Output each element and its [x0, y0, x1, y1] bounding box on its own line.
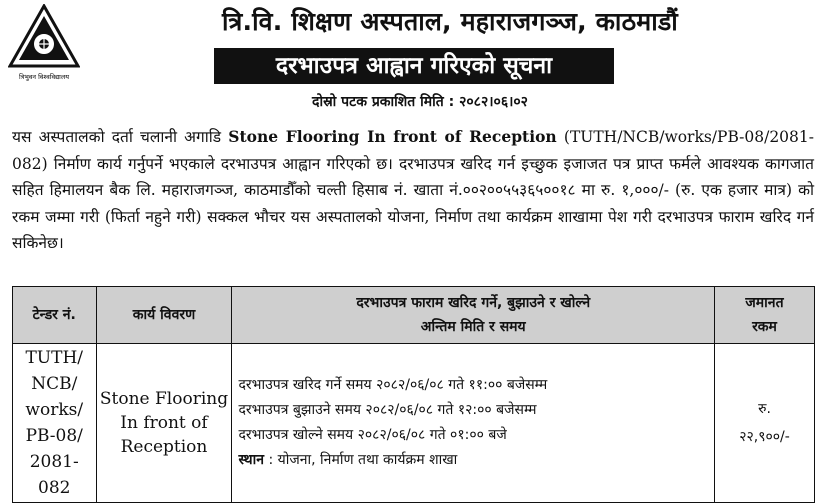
- tender-line: TUTH/: [25, 348, 84, 368]
- work-line: Stone Flooring: [99, 389, 229, 409]
- page-title: त्रि.वि. शिक्षण अस्पताल, महाराजगञ्ज, काठमाडौं: [222, 7, 678, 36]
- deposit-line1: रु.: [758, 401, 771, 417]
- tender-table: [12, 286, 815, 503]
- deposit-amount: २२,९००/-: [739, 429, 790, 445]
- schedule-cell: [232, 344, 715, 503]
- notice-banner: दरभाउपत्र आह्वान गरिएको सूचना: [214, 48, 614, 84]
- notice-paragraph: [12, 124, 814, 257]
- header-deposit-line2: रकम: [752, 319, 777, 335]
- work-line: Reception: [120, 437, 208, 457]
- schedule-purchase: दरभाउपत्र खरिद गर्ने समय २०८२/०६/०८ गते ११:०० बजेसम्म: [238, 377, 548, 393]
- work-line: In front of: [120, 413, 208, 433]
- tender-line: works/: [25, 400, 84, 420]
- location-value: : योजना, निर्माण तथा कार्यक्रम शाखा: [264, 452, 458, 468]
- header-deposit-line1: जमानत: [745, 295, 784, 311]
- tender-line: 2081-082: [29, 452, 79, 498]
- schedule-open: दरभाउपत्र खोल्ने समय २०८२/०६/०८ गते ०१:०० बजे: [238, 427, 507, 443]
- header-deposit: [715, 287, 815, 344]
- tender-line: NCB/: [31, 374, 78, 394]
- header-schedule-line2: अन्तिम मिति र समय: [420, 319, 526, 335]
- work-desc-cell: [96, 344, 232, 503]
- table-row: [13, 344, 815, 503]
- deposit-cell: [715, 344, 815, 503]
- published-date: दोस्रो पटक प्रकाशित मिति : २०८२।०६।०२: [312, 94, 528, 110]
- table-header-row: [13, 287, 815, 344]
- header-schedule: [232, 287, 715, 344]
- schedule-submit: दरभाउपत्र बुझाउने समय २०८२/०६/०८ गते १२:०० बजेसम्म: [238, 402, 537, 418]
- tender-line: PB-08/: [25, 426, 83, 446]
- header-schedule-line1: दरभाउपत्र फाराम खरिद गर्ने, बुझाउने र खोल्ने: [356, 295, 591, 311]
- header-work-desc: कार्य विवरण: [96, 287, 232, 344]
- tender-no-cell: [13, 344, 97, 503]
- notice-part1: यस अस्पतालको दर्ता चलानी अगाडि: [12, 128, 229, 146]
- header-tender-no: टेन्डर नं.: [13, 287, 97, 344]
- logo-caption: त्रिभुवन विश्वविद्यालय: [18, 73, 70, 81]
- schedule-location: [238, 448, 708, 473]
- tu-logo-emblem: [8, 4, 80, 84]
- work-name-en: Stone Flooring In front of Reception: [228, 127, 557, 146]
- notice-part2: (TUTH/NCB/works/PB-08/2081-082) निर्माण कार्य गर्नुपर्ने भएकाले दरभाउपत्र आह्वान गरिएको छ। दरभाउपत्र खरिद गर्न इच्छुक इजाजत पत्र प्राप्त फर्मले आवश्यक कागजात सहित हिमालयन बैक लि. महाराजगञ्ज, काठमाडौँको चल्ती हिसाब नं. खाता नं.००२००५५३६५००१८ मा रु. १,०००/- (रु. एक हजार मात्र) को रकम जम्मा गरी (फिर्ता नहुने गरी) सक्कल भौचर यस अस्पतालको योजना, निर्माण तथा कार्यक्रम शाखामा पेश गरी दरभाउपत्र फाराम खरिद गर्न सकिनेछ।: [12, 128, 815, 252]
- location-label: स्थान: [238, 452, 264, 468]
